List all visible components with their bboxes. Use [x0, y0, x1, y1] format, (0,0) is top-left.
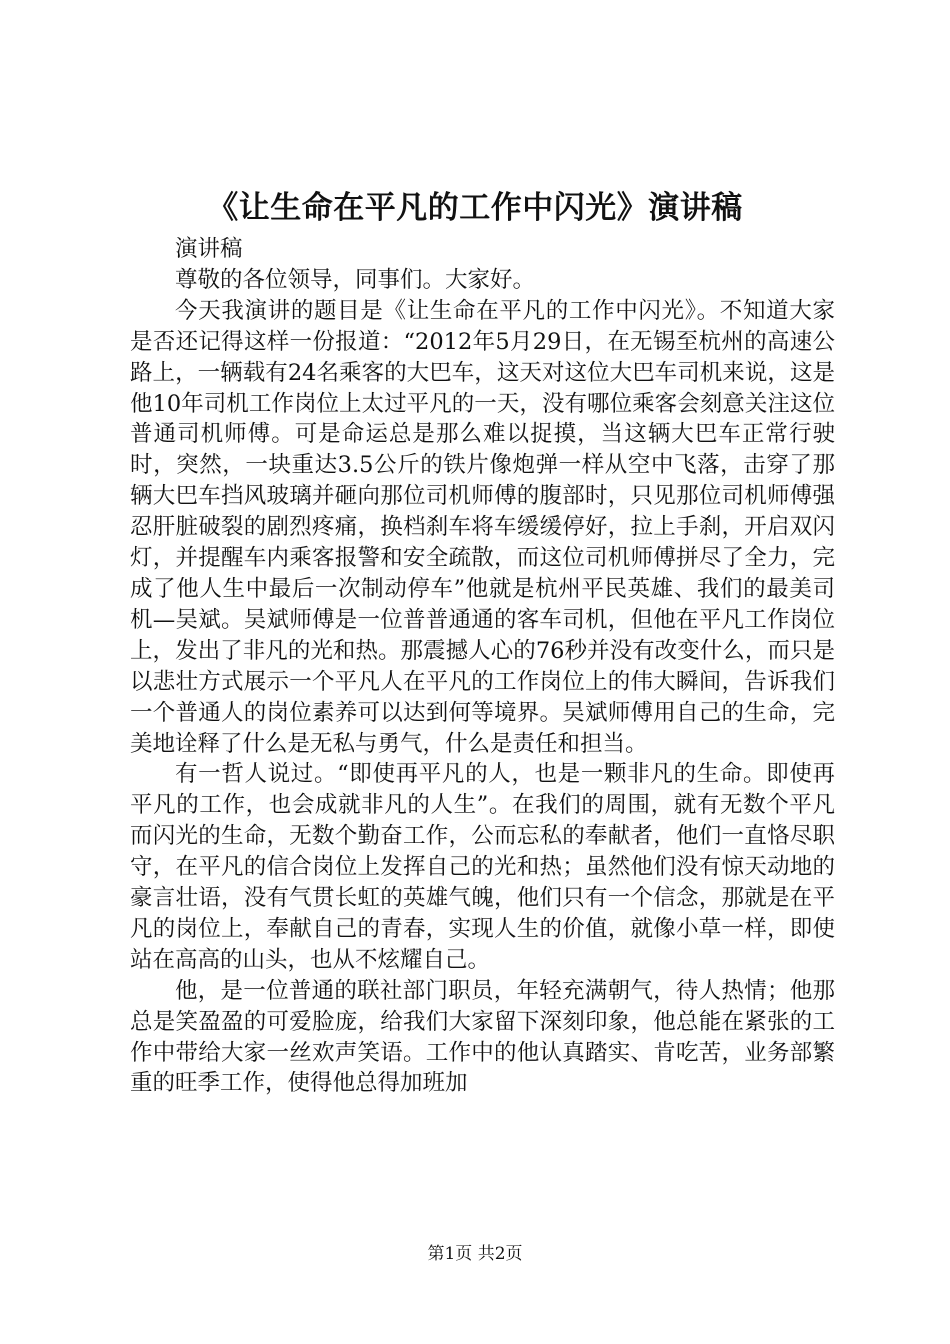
document-title: 《让生命在平凡的工作中闪光》演讲稿 [207, 190, 743, 226]
paragraph: 演讲稿 [175, 236, 243, 262]
paragraph: 今天我演讲的题目是《让生命在平凡的工作中闪光》。不知道大家是否还记得这样一份报道：“2012年5月29日，在无锡至杭州的高速公路上，一辆载有24名乘客的大巴车，这天对这位大巴车司机来说，这是他10年司机工作岗位上太过平凡的一天，没有哪位乘客会刻意关注这位普通司机师傅。可是命运总是那么难以捉摸，当这辆大巴车正常行驶时，突然，一块重达3.5公斤的铁片像炮弹一样从空中飞落，击穿了那辆大巴车挡风玻璃并砸向那位司机师傅的腹部时，只见那位司机师傅强忍肝脏破裂的剧烈疼痛，换档刹车将车缓缓停好，拉上手刹，开启双闪灯，并提醒车内乘客报警和安全疏散，而这位司机师傅拼尽了全力，完成了他人生中最后一次制动停车”他就是杭州平民英雄、我们的最美司机—吴斌。吴斌师傅是一位普普通通的客车司机，但他在平凡工作岗位上，发出了非凡的光和热。那震撼人心的76秒并没有改变什么，而只是以悲壮方式展示一个平凡人在平凡的工作岗位上的伟大瞬间，告诉我们一个普通人的岗位素养可以达到何等境界。吴斌师傅用自己的生命，完美地诠释了什么是无私与勇气，什么是责任和担当。 [130, 297, 835, 757]
page-footer: 第1页 共2页 [427, 1244, 523, 1264]
document-body [130, 234, 835, 1099]
paragraph: 他，是一位普通的联社部门职员，年轻充满朝气，待人热情；他那总是笑盈盈的可爱脸庞，给我们大家留下深刻印象，他总能在紧张的工作中带给大家一丝欢声笑语。工作中的他认真踏实、肯吃苦，业务部繁重的旺季工作，使得他总得加班加 [130, 977, 835, 1097]
paragraph: 有一哲人说过。“即使再平凡的人，也是一颗非凡的生命。即使再平凡的工作，也会成就非凡的人生”。在我们的周围，就有无数个平凡而闪光的生命，无数个勤奋工作，公而忘私的奉献者，他们一直恪尽职守，在平凡的信合岗位上发挥自己的光和热；虽然他们没有惊天动地的豪言壮语，没有气贯长虹的英雄气魄，他们只有一个信念，那就是在平凡的岗位上，奉献自己的青春，实现人生的价值，就像小草一样，即使站在高高的山头，也从不炫耀自己。 [130, 761, 835, 973]
paragraph: 尊敬的各位领导，同事们。大家好。 [175, 266, 536, 293]
